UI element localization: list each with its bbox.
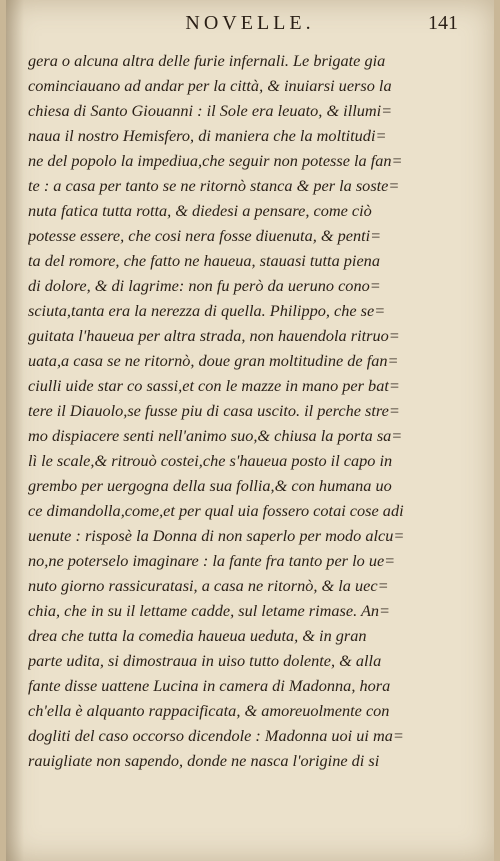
text-line: ne del popolo la impediua,che seguir non potesse la fan= (28, 151, 403, 170)
text-line: uenute : risposè la Donna di non saperlo per modo alcu= (28, 526, 405, 545)
text-line: parte udita, si dimostraua in uiso tutto dolente, & alla (28, 651, 382, 670)
text-line: ch'ella è alquanto rappacificata, & amoreuolmente con (28, 701, 390, 720)
text-line: ta del romore, che fatto ne haueua, stauasi tutta piena (28, 251, 380, 270)
text-line: cominciauano ad andar per la città, & inuiarsi uerso la (28, 76, 392, 95)
text-line: no,ne poterselo imaginare : la fante fra tanto per lo ue= (28, 551, 396, 570)
running-head-title: NOVELLE. (185, 12, 315, 34)
text-line: di dolore, & di lagrime: non fu però da ueruno cono= (28, 276, 381, 295)
text-line: te : a casa per tanto se ne ritornò stanca & per la soste= (28, 176, 400, 195)
text-line: uata,a casa se ne ritornò, doue gran moltitudine de fan= (28, 351, 399, 370)
text-line: sciuta,tanta era la nerezza di quella. Philippo, che se= (28, 301, 386, 320)
text-line: potesse essere, che cosi nera fosse diuenuta, & penti= (28, 226, 382, 245)
text-line: nuto giorno rassicuratasi, a casa ne ritornò, & la uec= (28, 576, 389, 595)
text-line: nuta fatica tutta rotta, & diedesi a pensare, come ciò (28, 201, 372, 220)
page-number: 141 (428, 12, 458, 34)
text-line: rauigliate non sapendo, donde ne nasca l'origine di si (28, 751, 380, 770)
book-page (6, 0, 494, 861)
text-line: ciulli uide star co sassi,et con le mazze in mano per bat= (28, 376, 400, 395)
text-line: drea che tutta la comedia haueua ueduta, & in gran (28, 626, 367, 645)
text-line: chia, che in su il lettame cadde, sul letame rimase. An= (28, 601, 391, 620)
text-line: tere il Diauolo,se fusse piu di casa uscito. il perche stre= (28, 401, 400, 420)
text-line: ce dimandolla,come,et per qual uia fossero cotai cose adi (28, 501, 404, 520)
text-line: gera o alcuna altra delle furie infernali. Le brigate gia (28, 51, 386, 70)
text-line: dogliti del caso occorso dicendole : Madonna uoi ui ma= (28, 726, 404, 745)
text-line: chiesa di Santo Giouanni : il Sole era leuato, & illumi= (28, 101, 393, 120)
text-line: fante disse uattene Lucina in camera di Madonna, hora (28, 676, 391, 695)
text-line: naua il nostro Hemisfero, di maniera che la moltitudi= (28, 126, 387, 145)
text-line: grembo per uergogna della sua follia,& con humana uo (28, 476, 392, 495)
text-line: lì le scale,& ritrouò costei,che s'haueua posto il capo in (28, 451, 393, 470)
text-line: mo dispiacere senti nell'animo suo,& chiusa la porta sa= (28, 426, 403, 445)
body-text (28, 48, 476, 773)
text-line: guitata l'haueua per altra strada, non hauendola ritruo= (28, 326, 400, 345)
running-head (6, 12, 494, 38)
